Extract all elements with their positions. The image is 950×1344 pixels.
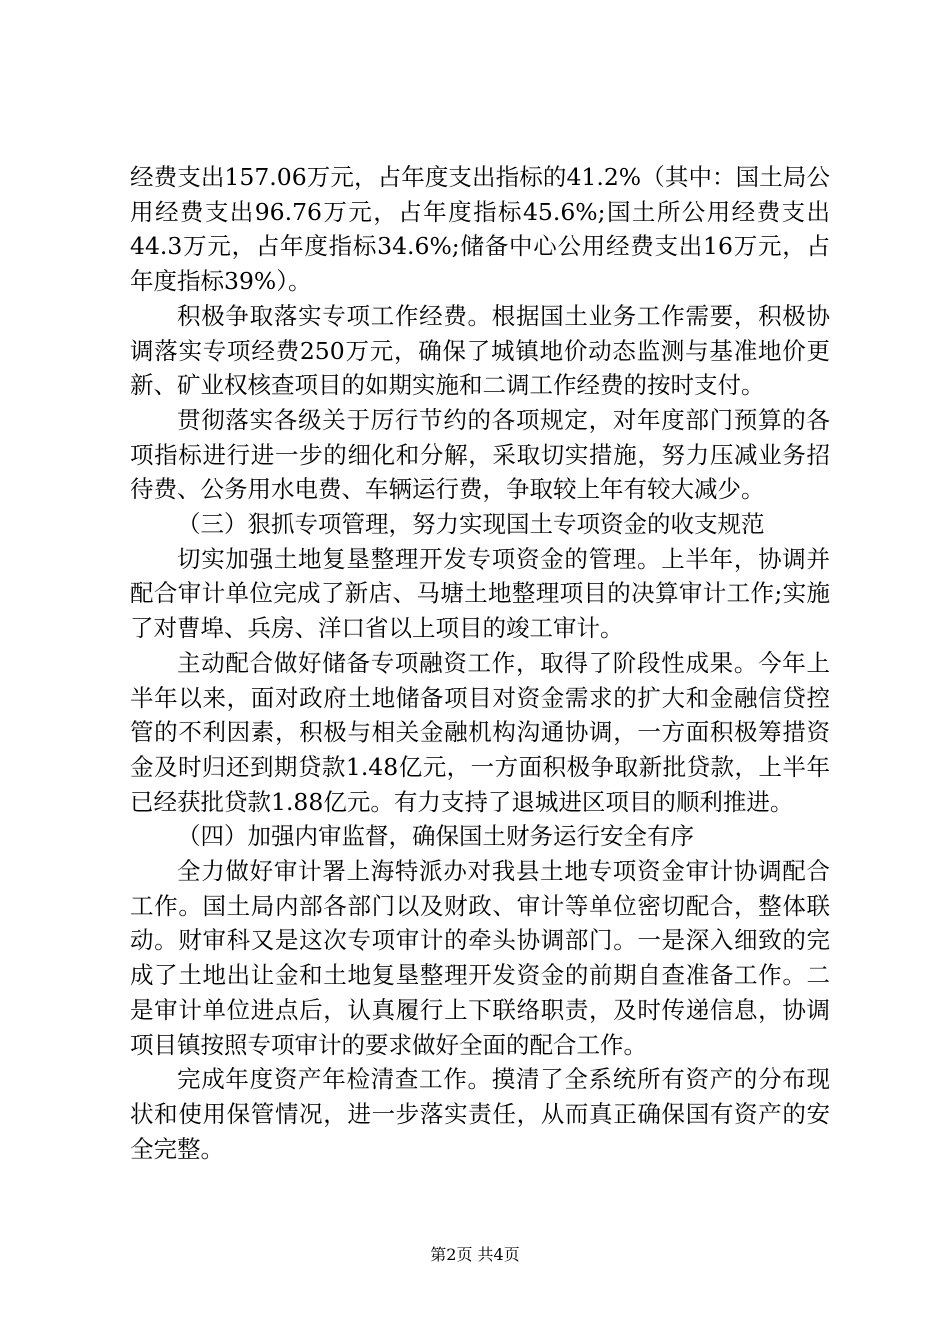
- paragraph: 完成年度资产年检清查工作。摸清了全系统所有资产的分布现状和使用保管情况，进一步落实责任，从而真正确保国有资产的安全完整。: [130, 1065, 830, 1163]
- paragraph: 积极争取落实专项工作经费。根据国土业务工作需要，积极协调落实专项经费250万元，确保了城镇地价动态监测与基准地价更新、矿业权核查项目的如期实施和二调工作经费的按时支付。: [130, 301, 830, 400]
- paragraph-continuation: 经费支出157.06万元，占年度支出指标的41.2%（其中：国土局公用经费支出96.76万元，占年度指标45.6%;国土所公用经费支出44.3万元，占年度指标34.6%;储备中心公用经费支出16万元，占年度指标39%）。: [130, 163, 830, 296]
- document-body: [130, 160, 830, 1166]
- paragraph: 全力做好审计署上海特派办对我县土地专项资金审计协调配合工作。国土局内部各部门以及财政、审计等单位密切配合，整体联动。财审科又是这次专项审计的牵头协调部门。一是深入细致的完成了土地出让金和土地复垦整理开发资金的前期自查准备工作。二是审计单位进点后，认真履行上下联络职责，及时传递信息，协调项目镇按照专项审计的要求做好全面的配合工作。: [130, 857, 830, 1059]
- section-heading: （四）加强内审监督，确保国土财务运行安全有序: [177, 822, 694, 851]
- paragraph: 切实加强土地复垦整理开发专项资金的管理。上半年，协调并配合审计单位完成了新店、马塘土地整理项目的决算审计工作;实施了对曹埠、兵房、洋口省以上项目的竣工审计。: [130, 544, 830, 643]
- paragraph: 贯彻落实各级关于厉行节约的各项规定，对年度部门预算的各项指标进行进一步的细化和分解，采取切实措施，努力压减业务招待费、公务用水电费、车辆运行费，争取较上年有较大减少。: [130, 405, 830, 504]
- page-footer: 第2页 共4页: [430, 1245, 520, 1264]
- section-heading: （三）狠抓专项管理，努力实现国土专项资金的收支规范: [177, 510, 765, 539]
- paragraph: 主动配合做好储备专项融资工作，取得了阶段性成果。今年上半年以来，面对政府土地储备项目对资金需求的扩大和金融信贷控管的不利因素，积极与相关金融机构沟通协调，一方面积极筹措资金及时归还到期贷款1.48亿元，一方面积极争取新批贷款，上半年已经获批贷款1.88亿元。有力支持了退城进区项目的顺利推进。: [130, 648, 830, 816]
